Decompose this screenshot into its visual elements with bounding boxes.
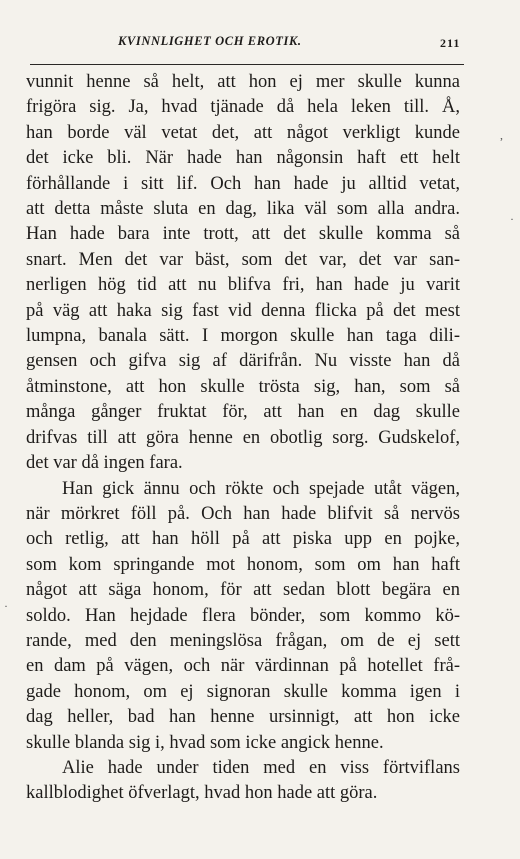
paragraph <box>26 70 460 477</box>
text-line: gade honom, om ej signoran skulle komma igen i <box>26 681 460 702</box>
text-line: det var då ingen fara. <box>26 453 183 474</box>
paragraph <box>26 756 460 807</box>
text-line: åtminstone, att hon skulle trösta sig, han, som så <box>26 376 460 397</box>
text-line: en dam på vägen, och när värdinnan på hotellet frå- <box>26 656 460 677</box>
text-line: förhållande i sitt lif. Och han hade ju alltid vetat, <box>26 173 460 194</box>
text-line: Alie hade under tiden med en viss förtviflans <box>62 757 460 778</box>
scan-speck: · <box>4 599 8 613</box>
scan-speck: · <box>510 212 514 226</box>
page-header <box>0 34 520 58</box>
text-line: gensen och gifva sig af därifrån. Nu visste han då <box>26 351 460 372</box>
text-line: rande, med den meningslösa frågan, om de ej sett <box>26 630 460 651</box>
body-text <box>26 70 460 807</box>
page-number: 211 <box>440 36 461 50</box>
running-title: KVINNLIGHET OCH EROTIK. <box>118 34 302 48</box>
text-line: många gånger fruktat för, att han en dag skulle <box>26 402 460 423</box>
text-line: soldo. Han hejdade flera bönder, som kommo kö- <box>26 605 460 626</box>
text-line: dag heller, bad han henne ursinnigt, att hon icke <box>26 707 460 728</box>
text-line: att detta måste sluta en dag, lika väl som alla andra. <box>26 199 460 220</box>
text-line: han borde väl vetat det, att något verkligt kunde <box>26 122 460 143</box>
paragraph <box>26 477 460 756</box>
header-rule <box>30 64 464 65</box>
text-line: kallblodighet öfverlagt, hvad hon hade att göra. <box>26 783 378 804</box>
text-line: Han gick ännu och rökte och spejade utåt vägen, <box>62 478 460 499</box>
text-line: vunnit henne så helt, att hon ej mer skulle kunna <box>26 72 460 92</box>
text-line: skulle blanda sig i, hvad som icke angick henne. <box>26 732 384 753</box>
text-line: som kom springande mot honom, som om han haft <box>26 554 460 575</box>
text-line: snart. Men det var bäst, som det var, det var san- <box>26 249 460 270</box>
text-line: på väg att haka sig fast vid denna flicka på det mest <box>26 300 460 321</box>
text-line: det icke bli. När hade han någonsin haft ett helt <box>26 148 460 169</box>
text-line: lumpna, banala sätt. I morgon skulle han taga dili- <box>26 326 460 347</box>
scan-speck: , <box>500 128 503 142</box>
text-line: när mörkret föll på. Och han hade blifvit så nervös <box>26 503 460 524</box>
text-line: och retlig, att han höll på att piska upp en pojke, <box>26 529 460 550</box>
text-line: drifvas till att göra henne en obotlig sorg. Gudskelof, <box>26 427 460 448</box>
text-line: nerligen hög tid att nu blifva fri, han hade ju varit <box>26 275 460 296</box>
text-line: något att säga honom, för att sedan blott begära en <box>26 580 460 601</box>
text-line: frigöra sig. Ja, hvad tjänade då hela leken till. Å, <box>26 97 460 118</box>
text-line: Han hade bara inte trott, att det skulle komma så <box>26 224 460 245</box>
